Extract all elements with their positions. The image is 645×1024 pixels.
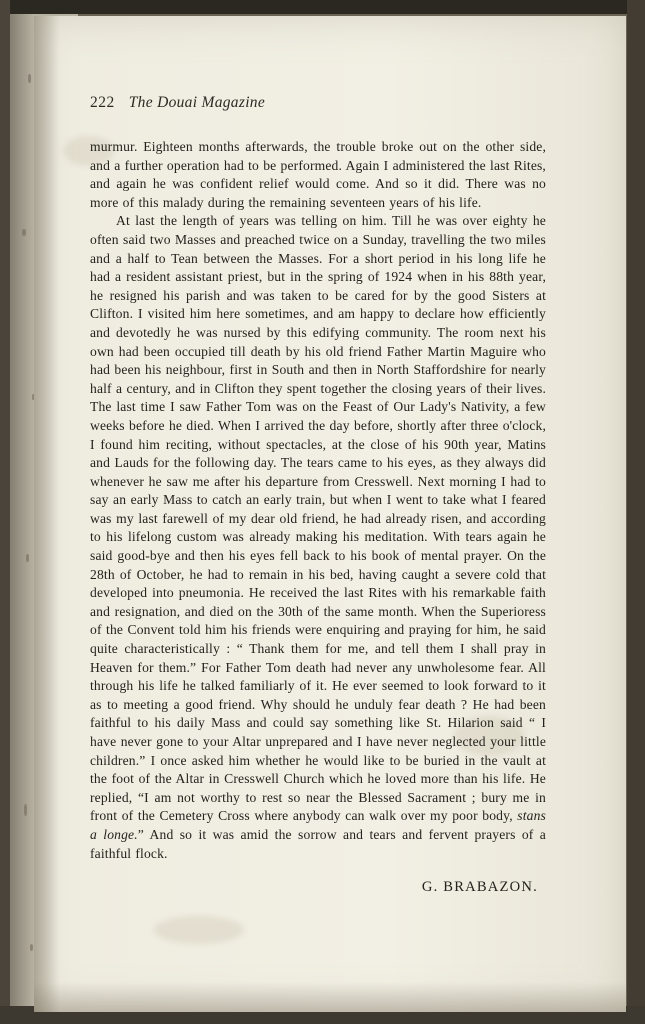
author-signature: G. BRABAZON. (421, 879, 538, 896)
page-bottom-shadow (34, 982, 626, 1012)
page-number: 222 (90, 94, 115, 111)
scan-top-edge (0, 0, 645, 14)
document-page (34, 16, 626, 1012)
latin-phrase: stans a longe. (90, 808, 546, 842)
running-title: The Douai Magazine (128, 94, 266, 111)
paragraph-2-tail: ” And so it was amid the sorrow and tears and fervent prayers of a faithful flock. (90, 826, 546, 861)
paragraph-2-main: At last the length of years was telling on him. Till he was over eighty he often said two Masses and preached twice on a Sunday, travelling the two miles and a half to Tean between the Masses. For a short period in his long life he had a resident assistant priest, but in the spring of 1924 when in his 88th year, he resigned his parish and was taken to be cared for by the good Sisters at Clifton. I visited him here sometimes, and am happy to declare how efficiently and devotedly he was nursed by this edifying community. The room next his own had been occupied till death by his old friend Father Martin Maguire who had been his neighbour, first in South and then in North Staffordshire for nearly half a century, and in Clifton they spent together the closing years of their lives. The last time I saw Father Tom was on the Feast of Our Lady's Nativity, a few weeks before he died. When I arrived the day before, shortly after three o'clock, I found him reciting, without spectacles, at the close of his 90th year, Matins and Lauds for the following day. The tears came to his eyes, as they always did whenever he saw me after his departure from Cresswell. Next morning I had to say an early Mass to catch an early train, but when I went to take what I feared was my last farewell of my dear old friend, he had already risen, and according to his lifelong custom was already making his meditation. With tears again he said good-bye and then his eyes fell back to his book of mental prayer. On the 28th of October, he had to remain in his bed, having caught a severe cold that developed into pneumonia. He received the last Rites with his remarkable faith and resignation, and died on the 30th of the same month. When the Superioress of the Convent told him his friends were enquiring and praying for him, he said quite characteristically : “ Thank them for me, and tell them I shall pray in Heaven for them.” For Father Tom death had never any unwholesome fear. All through his life he talked familiarly of it. He ever seemed to look forward to it as to meeting a good friend. Why should he unduly fear death ? He had been faithful to his daily Mass and could say something like St. Hilarion said “ I have never gone to your Altar unprepared and I have never neglected your little children.” I once asked him whether he would like to be buried in the vault at the foot of the Altar in Cresswell Church which he loved more than his life. He replied, “I am not worthy to rest so near the Blessed Sacrament ; bury me in front of the Cemetery Cross where anybody can walk over my poor body, (90, 213, 546, 824)
scan-right-edge (627, 0, 645, 1024)
paragraph-2 (90, 212, 546, 863)
paragraph-1: murmur. Eighteen months afterwards, the trouble broke out on the other side, and a further operation had to be performed. Again I administered the last Rites, and again he was confident relief would come. And so it did. There was no more of this malady during the remaining seventeen years of his life. (90, 139, 546, 210)
page-gutter-shadow (34, 16, 60, 1012)
page-header (90, 94, 546, 112)
scan-left-edge (0, 0, 10, 1024)
article-body (90, 138, 546, 863)
